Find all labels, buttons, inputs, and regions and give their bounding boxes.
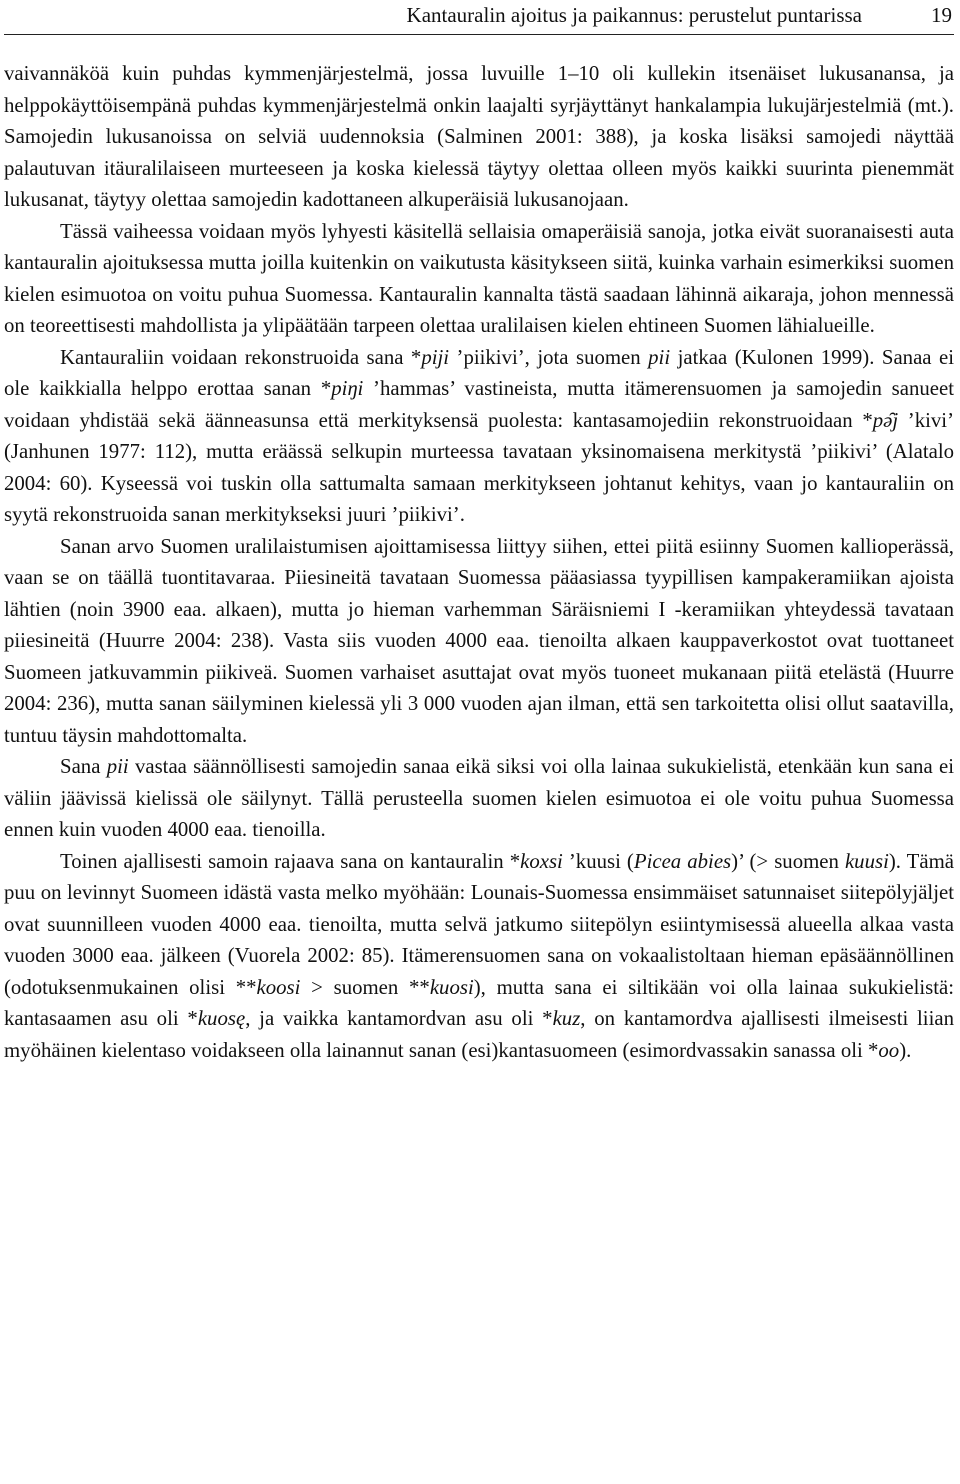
paragraph-1-continuation: Tässä vaiheessa voidaan myös lyhyesti käsitellä sellaisia omaperäisiä sanoja, jotka eivät suoranaisesti auta kantauralin ajoituksessa mutta joilla kuitenkin on vaikutusta käsitykseen siitä, kuinka varhain esimerkiksi suomen kielen esimuotoa on voitu puhua Suomessa. Kantauralin kannalta tästä saadaan lähinnä aikaraja, johon mennessä on teoreettisesti mahdollista ja ylipäätään tarpeen olettaa uralilaisen kielen ehtineen Suomen lähialueille. [4,219,954,337]
text-run: jatkaa (Kulonen 1999). Sanaa ei ole kaikkialla helppo erottaa sanan * [4,345,955,400]
text-run: vastaa säännöllisesti samojedin sanaa eikä siksi voi olla lainaa sukukielistä, etenkään kun sana ei väliin jäävissä kielissä ole säilynyt. Tällä perusteella suomen kielen esimuotoa ei ole voitu puhua Suomessa ennen kuin vuoden 4000 eaa. tienoilla. [4,755,954,841]
text-run: ’kuusi ( [562,849,634,873]
paragraph-3: Sanan arvo Suomen uralilaistumisen ajoittamisessa liittyy siihen, ettei piitä esiinny Suomen kallioperässä, vaan se on täällä tuontitavaraa. Piiesineitä tavataan Suomessa pääasiassa tyypillisen kampakeramiikan ajoista lähtien (noin 3900 eaa. alkaen), mutta jo hieman varhemman Säräisniemi I -keramiikan yhteydessä tavataan piiesineitä (Huurre 2004: 238). Vasta siis vuoden 4000 eaa. tienoilta alkaen kauppaverkostot ovat tuottaneet Suomeen jatkuvammin piikiveä. Suomen varhaiset asuttajat ovat myös tuoneet mukanaan piitä etelästä (Huurre 2004: 236), mutta sanan säilyminen kielessä yli 3 000 vuoden ajan ilman, että sen tarkoitetta olisi ollut saatavilla, tuntuu täysin mahdottomalta. [4,534,954,747]
text-run: ). [899,1038,912,1062]
term-kuusi: kuusi [844,849,889,873]
paragraph-5 [4,846,954,1067]
text-run: , on kantamordva ajallisesti ilmeisesti liian myöhäinen kielentaso voidakseen olla lainannut sanan (esi)kantasuomeen (esimordvassakin sanassa oli * [4,1007,954,1062]
term-pii: pii [648,345,671,369]
text-run: ’kivi’ (Janhunen 1977: 112), mutta eräässä selkupin murteessa tavataan yksinomaisena merkitystä ’piikivi’ (Alatalo 2004: 60). Kyseessä voi tuskin olla sattumalta samaan merkitykseen johtanut kehitys, vaan jo kantauraliin on syytä rekonstruoida sanan merkitykseksi juuri ’piikivi’. [4,408,955,526]
page-number: 19 [931,3,952,27]
term-paj: pə̑j [872,408,899,432]
text-run: > suomen ** [300,975,430,999]
text-run: ’piikivi’, jota suomen [449,345,649,369]
term-picea-abies: Picea abies [633,849,732,873]
running-title: Kantauralin ajoitus ja paikannus: perustelut puntarissa [406,3,862,27]
term-kuz: kuz [552,1007,581,1030]
text-run: ). Tämä puu on levinnyt Suomeen idästä vasta melko myöhään: Lounais-Suomessa ensimmäiset satunnaiset siitepölyjäljet ovat suunnilleen vuoden 4000 eaa. tienoilta, mutta selvä jatkumo siitepölyn esiintymisessä alueella alkaa vasta vuoden 3000 eaa. jälkeen (Vuorela 2002: 85). Itämerensuomen sana on vokaalistoltaan hieman epäsäännöllinen (odotuksenmukainen olisi ** [4,849,954,999]
running-header [4,2,954,35]
term-pingi: piŋi [331,377,364,400]
term-piji: piji [421,345,450,369]
text-run: ’hammas’ vastineista, mutta itämerensuomen ja samojedin sanueet voidaan yhdistää sekä äänneasunsa että merkityksensä puolesta: kantasamojediin rekonstruoidaan * [4,377,955,432]
text-run: , ja vaikka kantamordvan asu oli * [245,1007,553,1030]
term-koxsi: koxsi [520,849,563,873]
text-run: Kantauraliin voidaan rekonstruoida sana * [60,345,422,369]
term-kuosi: kuosi [429,975,474,999]
text-run: Toinen ajallisesti samoin rajaava sana on kantauralin * [60,849,521,873]
term-oo: oo [878,1038,900,1062]
body-text [4,58,954,1066]
paragraph-1-text: vaivannäköä kuin puhdas kymmenjärjestelmä, jossa luvuille 1–10 oli kullekin itsenäiset lukusanansa, ja helppokäyttöisempänä puhdas kymmenjärjestelmä onkin laajalti syrjäyttänyt hankalampia lukujärjestelmiä (mt.). Samojedin lukusanoissa on selviä uudennoksia (Salminen 2001: 388), ja koska lisäksi samojedi näyttää palautuvan itäuralilaiseen murteeseen ja koska kielessä täytyy olettaa olleen myös kaikki suurinta pienemmät lukusanat, täytyy olettaa samojedin kadottaneen alkuperäisiä lukusanojaan. [4,62,954,211]
text-run: ), mutta sana ei siltikään voi olla lainaa sukukielistä: kantasaamen asu oli * [4,975,954,1030]
term-pii: pii [106,755,129,778]
text-run: Sana [60,755,107,778]
term-kuose: kuosę [197,1007,246,1030]
term-koosi: koosi [256,975,301,999]
paragraph-1 [4,58,954,342]
paragraph-4 [4,751,954,846]
text-run: )’ (> suomen [731,849,845,873]
paragraph-2 [4,342,954,531]
